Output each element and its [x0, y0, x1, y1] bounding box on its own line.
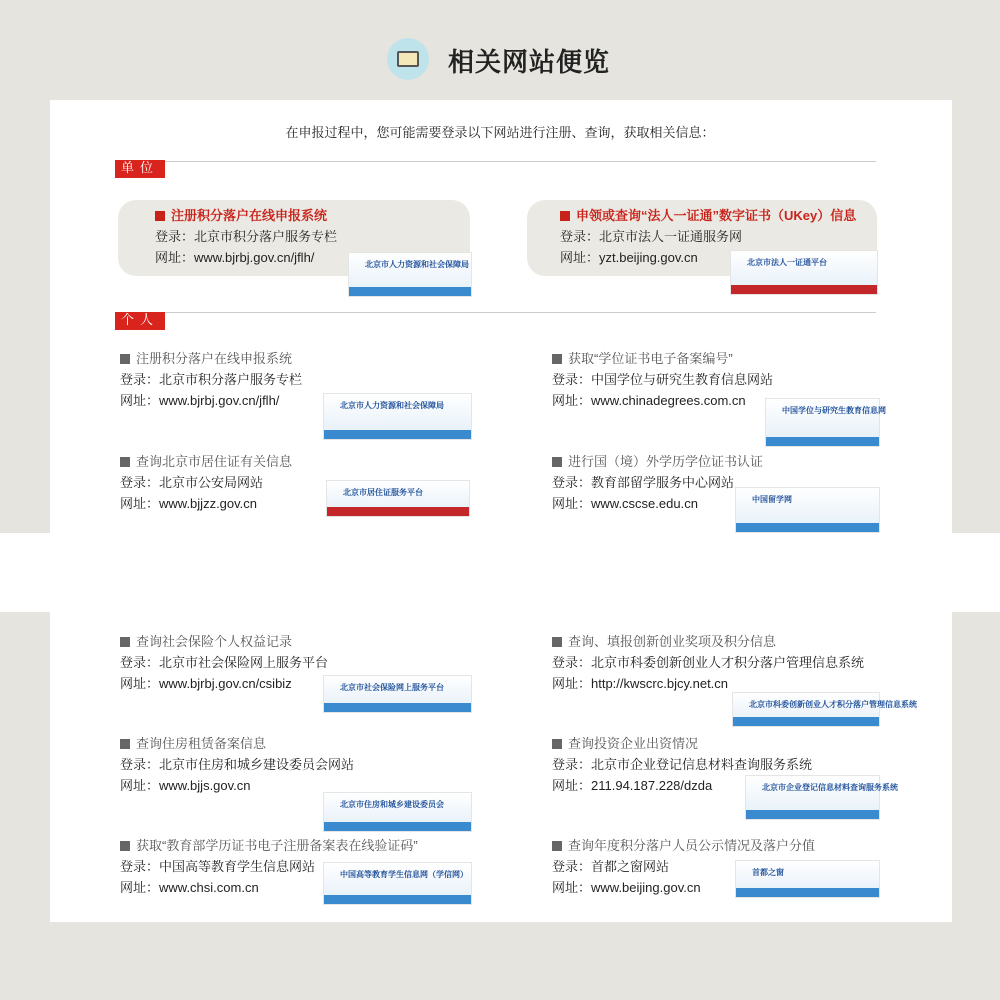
entry-url[interactable]: 网址：www.bjrbj.gov.cn/jflh/ — [120, 393, 280, 408]
entry-title — [120, 835, 418, 856]
website-thumbnail[interactable] — [348, 252, 472, 297]
thumbnail-caption: 北京市住房和城乡建设委员会 — [340, 800, 444, 809]
thumbnail-nav-bar — [766, 437, 879, 446]
divider — [128, 312, 876, 313]
bullet-square-icon — [120, 354, 130, 364]
entry-url[interactable]: 网址：www.chsi.com.cn — [120, 880, 259, 895]
website-thumbnail[interactable] — [323, 792, 472, 832]
entry-login: 登录：中国学位与研究生教育信息网站 — [552, 372, 774, 387]
entry-title-text: 获取“学位证书电子备案编号” — [568, 351, 733, 366]
bullet-square-icon — [552, 841, 562, 851]
entry-login: 登录：北京市积分落户服务专栏 — [155, 229, 338, 244]
entry-title-text: 查询社会保险个人权益记录 — [136, 634, 293, 649]
entry-title-text: 查询住房租赁备案信息 — [136, 736, 267, 751]
website-entry — [552, 631, 864, 694]
entry-title — [155, 205, 337, 226]
thumbnail-caption: 中国留学网 — [752, 495, 792, 504]
thumbnail-caption: 中国高等教育学生信息网（学信网） — [340, 870, 468, 879]
website-entry — [560, 205, 856, 268]
thumbnail-caption: 北京市人力资源和社会保障局 — [365, 260, 469, 269]
thumbnail-nav-bar — [349, 287, 471, 296]
thumbnail-nav-bar — [324, 822, 471, 831]
website-entry — [155, 205, 337, 268]
bullet-square-icon — [552, 637, 562, 647]
thumbnail-nav-bar — [733, 717, 879, 726]
bullet-square-icon — [552, 457, 562, 467]
website-thumbnail[interactable] — [765, 398, 886, 447]
bullet-square-icon — [120, 637, 130, 647]
thumbnail-nav-bar — [736, 523, 879, 532]
entry-url[interactable]: 网址：yzt.beijing.gov.cn — [560, 250, 698, 265]
website-entry — [552, 451, 763, 514]
entry-title — [120, 348, 302, 369]
bullet-square-icon — [120, 739, 130, 749]
thumbnail-caption: 首都之窗 — [752, 868, 784, 877]
divider-band — [0, 533, 1000, 612]
thumbnail-caption: 北京市居住证服务平台 — [343, 488, 423, 497]
entry-title-text: 申领或查询“法人一证通”数字证书（UKey）信息 — [576, 208, 857, 223]
entry-login: 登录：北京市住房和城乡建设委员会网站 — [120, 757, 355, 772]
bullet-square-icon — [552, 739, 562, 749]
thumbnail-caption: 中国学位与研究生教育信息网 — [782, 406, 886, 415]
entry-title-text: 获取“教育部学历证书电子注册备案表在线验证码” — [136, 838, 418, 853]
entry-url[interactable]: 网址：www.chinadegrees.com.cn — [552, 393, 746, 408]
bullet-square-icon — [120, 841, 130, 851]
entry-login: 登录：北京市企业登记信息材料查询服务系统 — [552, 757, 813, 772]
website-thumbnail[interactable] — [732, 692, 917, 727]
thumbnail-caption: 北京市社会保险网上服务平台 — [340, 683, 444, 692]
entry-title — [552, 451, 763, 472]
entry-title-text: 查询北京市居住证有关信息 — [136, 454, 293, 469]
entry-login: 登录：北京市积分落户服务专栏 — [120, 372, 303, 387]
entry-title — [552, 835, 815, 856]
bullet-square-icon — [560, 211, 570, 221]
thumbnail-nav-bar — [324, 703, 471, 712]
entry-title-text: 进行国（境）外学历学位证书认证 — [568, 454, 764, 469]
thumbnail-nav-bar — [731, 285, 877, 294]
entry-title-text: 查询年度积分落户人员公示情况及落户分值 — [568, 838, 816, 853]
intro-text: 在申报过程中，您可能需要登录以下网站进行注册、查询，获取相关信息： — [285, 126, 715, 141]
entry-url[interactable]: 网址：www.cscse.edu.cn — [552, 496, 698, 511]
section-label-personal: 个人 — [115, 312, 165, 330]
entry-title-text: 查询、填报创新创业奖项及积分信息 — [568, 634, 777, 649]
website-thumbnail[interactable] — [326, 480, 470, 517]
entry-title-text: 注册积分落户在线申报系统 — [136, 351, 293, 366]
entry-login: 登录：首都之窗网站 — [552, 859, 670, 874]
website-entry — [120, 451, 292, 514]
entry-url[interactable]: 网址：www.beijing.gov.cn — [552, 880, 701, 895]
thumbnail-nav-bar — [746, 810, 879, 819]
entry-url[interactable]: 网址：http://kwscrc.bjcy.net.cn — [552, 676, 729, 691]
entry-url[interactable]: 网址：www.bjrbj.gov.cn/csibiz — [120, 676, 292, 691]
entry-title — [552, 631, 864, 652]
entry-title — [120, 733, 354, 754]
bullet-square-icon — [120, 457, 130, 467]
divider — [128, 161, 876, 162]
website-entry — [552, 733, 812, 796]
website-entry — [552, 835, 815, 898]
entry-title — [552, 733, 812, 754]
website-entry — [552, 348, 773, 411]
bullet-square-icon — [155, 211, 165, 221]
entry-title — [552, 348, 773, 369]
section-label-unit: 单位 — [115, 160, 165, 178]
entry-title — [120, 631, 328, 652]
entry-login: 登录：北京市社会保险网上服务平台 — [120, 655, 329, 670]
entry-login: 登录：教育部留学服务中心网站 — [552, 475, 735, 490]
bullet-square-icon — [552, 354, 562, 364]
thumbnail-caption: 北京市科委创新创业人才积分落户管理信息系统 — [749, 700, 917, 709]
thumbnail-caption: 北京市企业登记信息材料查询服务系统 — [762, 783, 898, 792]
thumbnail-caption: 北京市人力资源和社会保障局 — [340, 401, 444, 410]
thumbnail-nav-bar — [327, 507, 469, 516]
website-entry — [120, 835, 418, 898]
entry-url[interactable]: 网址：www.bjjzz.gov.cn — [120, 496, 258, 511]
entry-title — [560, 205, 856, 226]
entry-title-text: 查询投资企业出资情况 — [568, 736, 699, 751]
thumbnail-caption: 北京市法人一证通平台 — [747, 258, 827, 267]
website-entry — [120, 733, 354, 796]
website-thumbnail[interactable] — [323, 393, 472, 440]
entry-url[interactable]: 网址：www.bjjs.gov.cn — [120, 778, 251, 793]
entry-login: 登录：北京市公安局网站 — [120, 475, 264, 490]
entry-url[interactable]: 网址：www.bjrbj.gov.cn/jflh/ — [155, 250, 315, 265]
website-thumbnail[interactable] — [323, 675, 472, 713]
thumbnail-nav-bar — [324, 430, 471, 439]
website-entry — [120, 631, 328, 694]
entry-url[interactable]: 网址：211.94.187.228/dzda — [552, 778, 713, 793]
entry-login: 登录：中国高等教育学生信息网站 — [120, 859, 316, 874]
entry-title-text: 注册积分落户在线申报系统 — [171, 208, 328, 223]
entry-title — [120, 451, 292, 472]
computer-icon — [387, 38, 429, 80]
page-title: 相关网站便览 — [448, 48, 611, 78]
entry-login: 登录：北京市法人一证通服务网 — [560, 229, 743, 244]
website-entry — [120, 348, 302, 411]
entry-login: 登录：北京市科委创新创业人才积分落户管理信息系统 — [552, 655, 865, 670]
